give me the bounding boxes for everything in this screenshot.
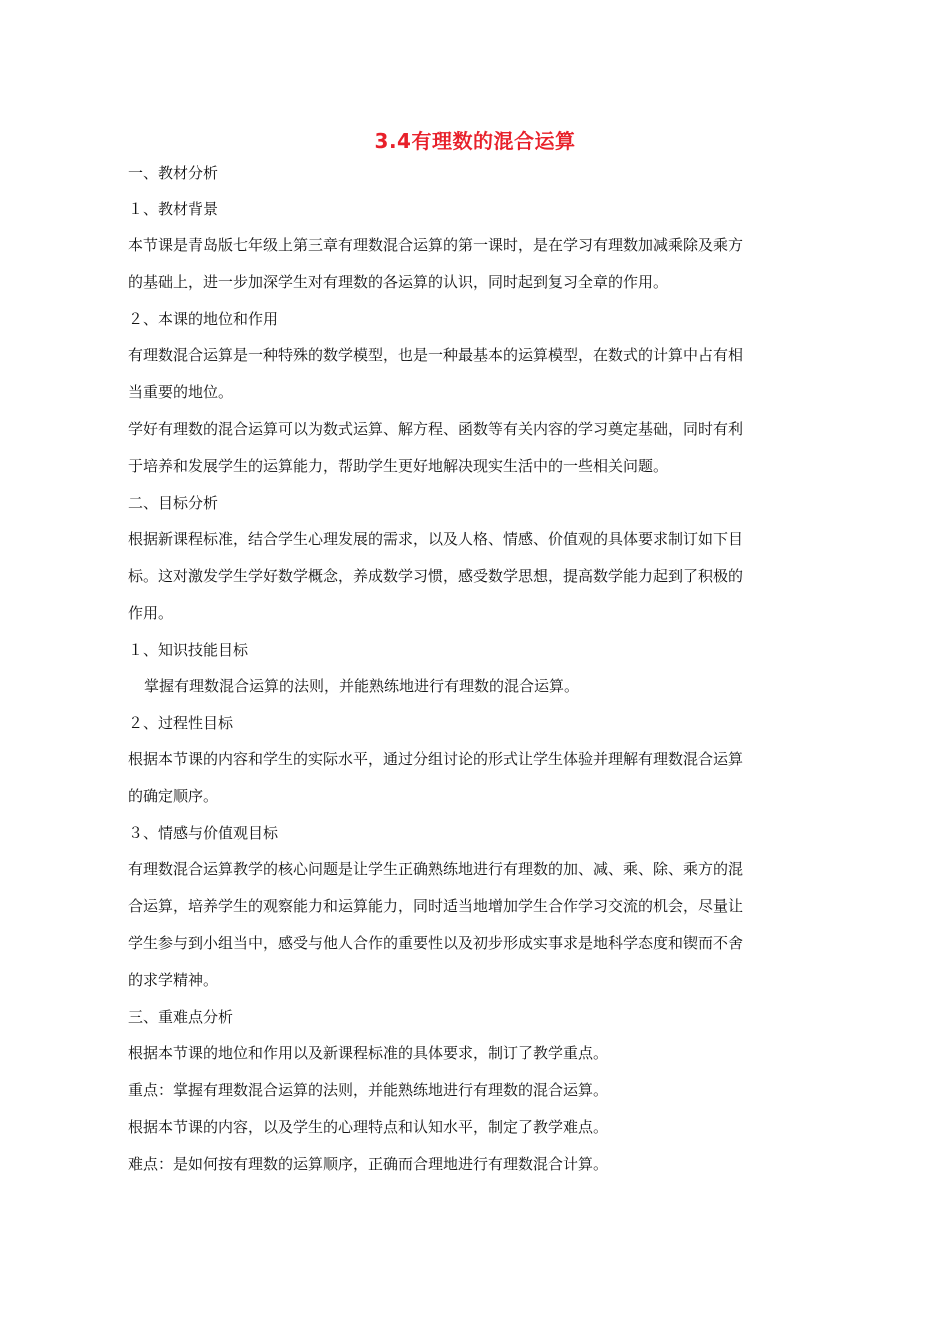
document-title: 3.4有理数的混合运算 <box>374 129 576 153</box>
section-heading: １、教材背景 <box>128 200 219 218</box>
paragraph-line: 重点：掌握有理数混合运算的法则，并能熟练地进行有理数的混合运算。 <box>128 1081 609 1099</box>
paragraph-line: 作用。 <box>128 604 174 622</box>
paragraph-line: 标。这对激发学生学好数学概念，养成数学习惯，感受数学思想，提高数学能力起到了积极的 <box>128 567 744 585</box>
section-heading: 三、重难点分析 <box>128 1008 234 1026</box>
paragraph-line: 学好有理数的混合运算可以为数式运算、解方程、函数等有关内容的学习奠定基础，同时有利 <box>128 420 744 438</box>
paragraph-line: 有理数混合运算是一种特殊的数学模型，也是一种最基本的运算模型，在数式的计算中占有相 <box>128 346 744 364</box>
section-heading: ２、过程性目标 <box>128 714 234 732</box>
paragraph-line: 根据新课程标准，结合学生心理发展的需求，以及人格、情感、价值观的具体要求制订如下目 <box>128 530 744 548</box>
paragraph-line: 难点：是如何按有理数的运算顺序，正确而合理地进行有理数混合计算。 <box>128 1155 609 1173</box>
paragraph-line: 合运算，培养学生的观察能力和运算能力，同时适当地增加学生合作学习交流的机会，尽量让 <box>128 897 744 915</box>
section-heading: ３、情感与价值观目标 <box>128 824 279 842</box>
section-heading: 一、教材分析 <box>128 164 219 182</box>
paragraph-line: 有理数混合运算教学的核心问题是让学生正确熟练地进行有理数的加、减、乘、除、乘方的混 <box>128 860 744 878</box>
paragraph-line: 根据本节课的内容和学生的实际水平，通过分组讨论的形式让学生体验并理解有理数混合运算 <box>128 750 744 768</box>
paragraph-line: 掌握有理数混合运算的法则，并能熟练地进行有理数的混合运算。 <box>144 677 580 695</box>
paragraph-line: 的确定顺序。 <box>128 787 219 805</box>
paragraph-line: 根据本节课的地位和作用以及新课程标准的具体要求，制订了教学重点。 <box>128 1044 609 1062</box>
section-heading: １、知识技能目标 <box>128 641 249 659</box>
paragraph-line: 学生参与到小组当中，感受与他人合作的重要性以及初步形成实事求是地科学态度和锲而不舍 <box>128 934 744 952</box>
paragraph-line: 根据本节课的内容，以及学生的心理特点和认知水平，制定了教学难点。 <box>128 1118 609 1136</box>
paragraph-line: 本节课是青岛版七年级上第三章有理数混合运算的第一课时，是在学习有理数加减乘除及乘方 <box>128 236 744 254</box>
paragraph-line: 于培养和发展学生的运算能力，帮助学生更好地解决现实生活中的一些相关问题。 <box>128 457 669 475</box>
section-heading: 二、目标分析 <box>128 494 219 512</box>
paragraph-line: 的求学精神。 <box>128 971 219 989</box>
document-body <box>128 162 828 1190</box>
paragraph-line: 的基础上，进一步加深学生对有理数的各运算的认识，同时起到复习全章的作用。 <box>128 273 669 291</box>
paragraph-line: 当重要的地位。 <box>128 383 234 401</box>
section-heading: ２、本课的地位和作用 <box>128 310 279 328</box>
